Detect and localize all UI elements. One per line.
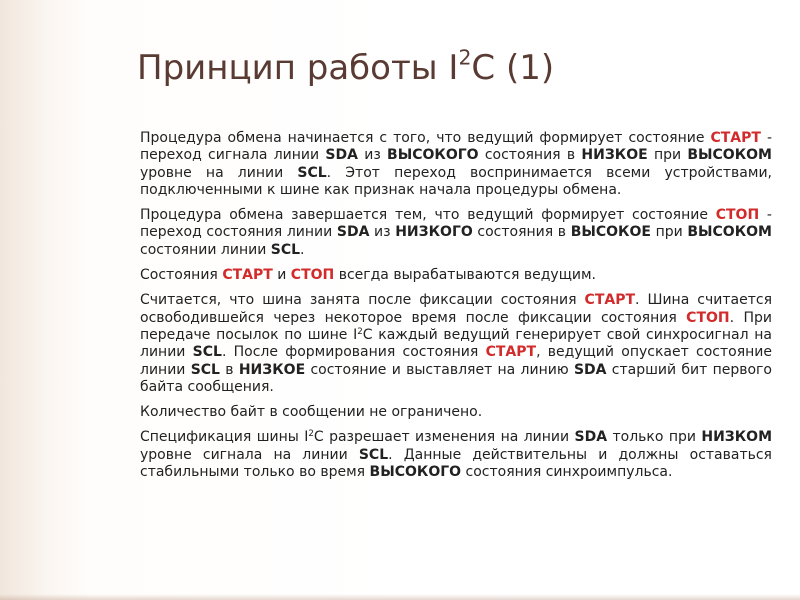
signal-keyword: ВЫСОКОЕ: [570, 224, 651, 241]
text-run: - переход сигнала линии: [140, 130, 772, 164]
text-run: . При передаче посылок по шине I: [140, 309, 772, 343]
signal-keyword: ВЫСОКОМ: [687, 147, 772, 164]
text-run: старший бит первого байта сообщения.: [140, 361, 772, 395]
text-run: Количество байт в сообщении не ограничено.: [140, 404, 483, 421]
signal-keyword: SCL: [270, 241, 301, 258]
slide-bottom-shadow: [0, 594, 800, 600]
signal-keyword: SCL: [297, 164, 327, 181]
text-run: Спецификация шины I: [140, 429, 309, 446]
state-keyword: СТОП: [290, 267, 335, 284]
title-suffix: С (1): [471, 48, 555, 88]
text-run: Состояния: [140, 267, 223, 284]
text-run: состояния в: [478, 147, 582, 164]
signal-keyword: НИЗКОГО: [395, 224, 473, 241]
text-run: , ведущий опускает состояние линии: [140, 344, 772, 378]
text-run: в: [219, 361, 239, 378]
text-run: C разрешает изменения на линии: [313, 429, 575, 446]
signal-keyword: SDA: [325, 147, 358, 164]
slide-body: [140, 130, 772, 489]
signal-keyword: ВЫСОКОМ: [687, 224, 772, 241]
signal-keyword: ВЫСОКОГО: [387, 147, 479, 164]
text-run: только при: [607, 429, 702, 446]
text-run: состоянии линии: [140, 241, 271, 258]
signal-keyword: SDA: [573, 361, 607, 378]
paragraph-2: [140, 207, 772, 259]
text-run: . Данные действительны и должны оставаться стабильными только во время: [140, 446, 772, 481]
text-run: Процедура обмена начинается с того, что ведущий формирует состояние: [140, 130, 711, 146]
text-run: уровне сигнала на линии: [140, 446, 359, 463]
signal-keyword: SDA: [336, 224, 370, 241]
signal-keyword: НИЗКОМ: [701, 429, 773, 446]
superscript: 2: [357, 327, 363, 338]
paragraph-4: [140, 292, 772, 396]
text-run: состояния в: [472, 224, 571, 241]
text-run: .: [300, 241, 305, 258]
superscript: 2: [308, 429, 314, 440]
text-run: - переход состояния линии: [140, 207, 772, 241]
title-prefix: Принцип работы I: [137, 48, 459, 88]
text-run: состояние и выставляет на линию: [305, 361, 574, 378]
text-run: Считается, что шина занята после фиксации состояния: [140, 292, 585, 309]
paragraph-1: [140, 130, 772, 199]
text-run: состояния синхроимпульса.: [461, 464, 673, 481]
text-run: Процедура обмена завершается тем, что ведущий формирует состояние: [140, 207, 716, 224]
text-run: из: [369, 224, 396, 241]
text-run: . После формирования состояния: [221, 344, 486, 361]
title-superscript: 2: [458, 45, 472, 70]
text-run: уровне на линии: [140, 164, 298, 181]
state-keyword: СТАРТ: [710, 130, 761, 146]
state-keyword: СТОП: [686, 309, 730, 326]
paragraph-5: [140, 404, 772, 421]
text-run: из: [357, 147, 388, 164]
text-run: и: [272, 267, 291, 284]
signal-keyword: SDA: [574, 429, 608, 446]
signal-keyword: SCL: [358, 446, 389, 463]
signal-keyword: SCL: [190, 361, 220, 378]
slide-title: [137, 46, 554, 90]
signal-keyword: SCL: [192, 344, 222, 361]
signal-keyword: ВЫСОКОГО: [369, 464, 462, 481]
signal-keyword: НИЗКОЕ: [238, 361, 306, 378]
text-run: . Этот переход воспринимается всеми устройствами, подключенными к шине как признак начала процедуры обмена.: [140, 164, 772, 198]
text-run: всегда вырабатываются ведущим.: [334, 267, 596, 284]
state-keyword: СТАРТ: [485, 344, 537, 361]
paragraph-3: [140, 267, 772, 284]
text-run: . Шина считается освободившейся через некоторое время после фиксации состояния: [140, 292, 772, 326]
state-keyword: СТОП: [715, 207, 760, 224]
state-keyword: СТАРТ: [222, 267, 273, 284]
text-run: при: [650, 224, 688, 241]
state-keyword: СТАРТ: [584, 292, 636, 309]
text-run: при: [647, 147, 688, 164]
paragraph-6: [140, 429, 772, 481]
signal-keyword: НИЗКОЕ: [581, 147, 648, 164]
text-run: C каждый ведущий генерирует свой синхросигнал на линии: [140, 326, 772, 361]
